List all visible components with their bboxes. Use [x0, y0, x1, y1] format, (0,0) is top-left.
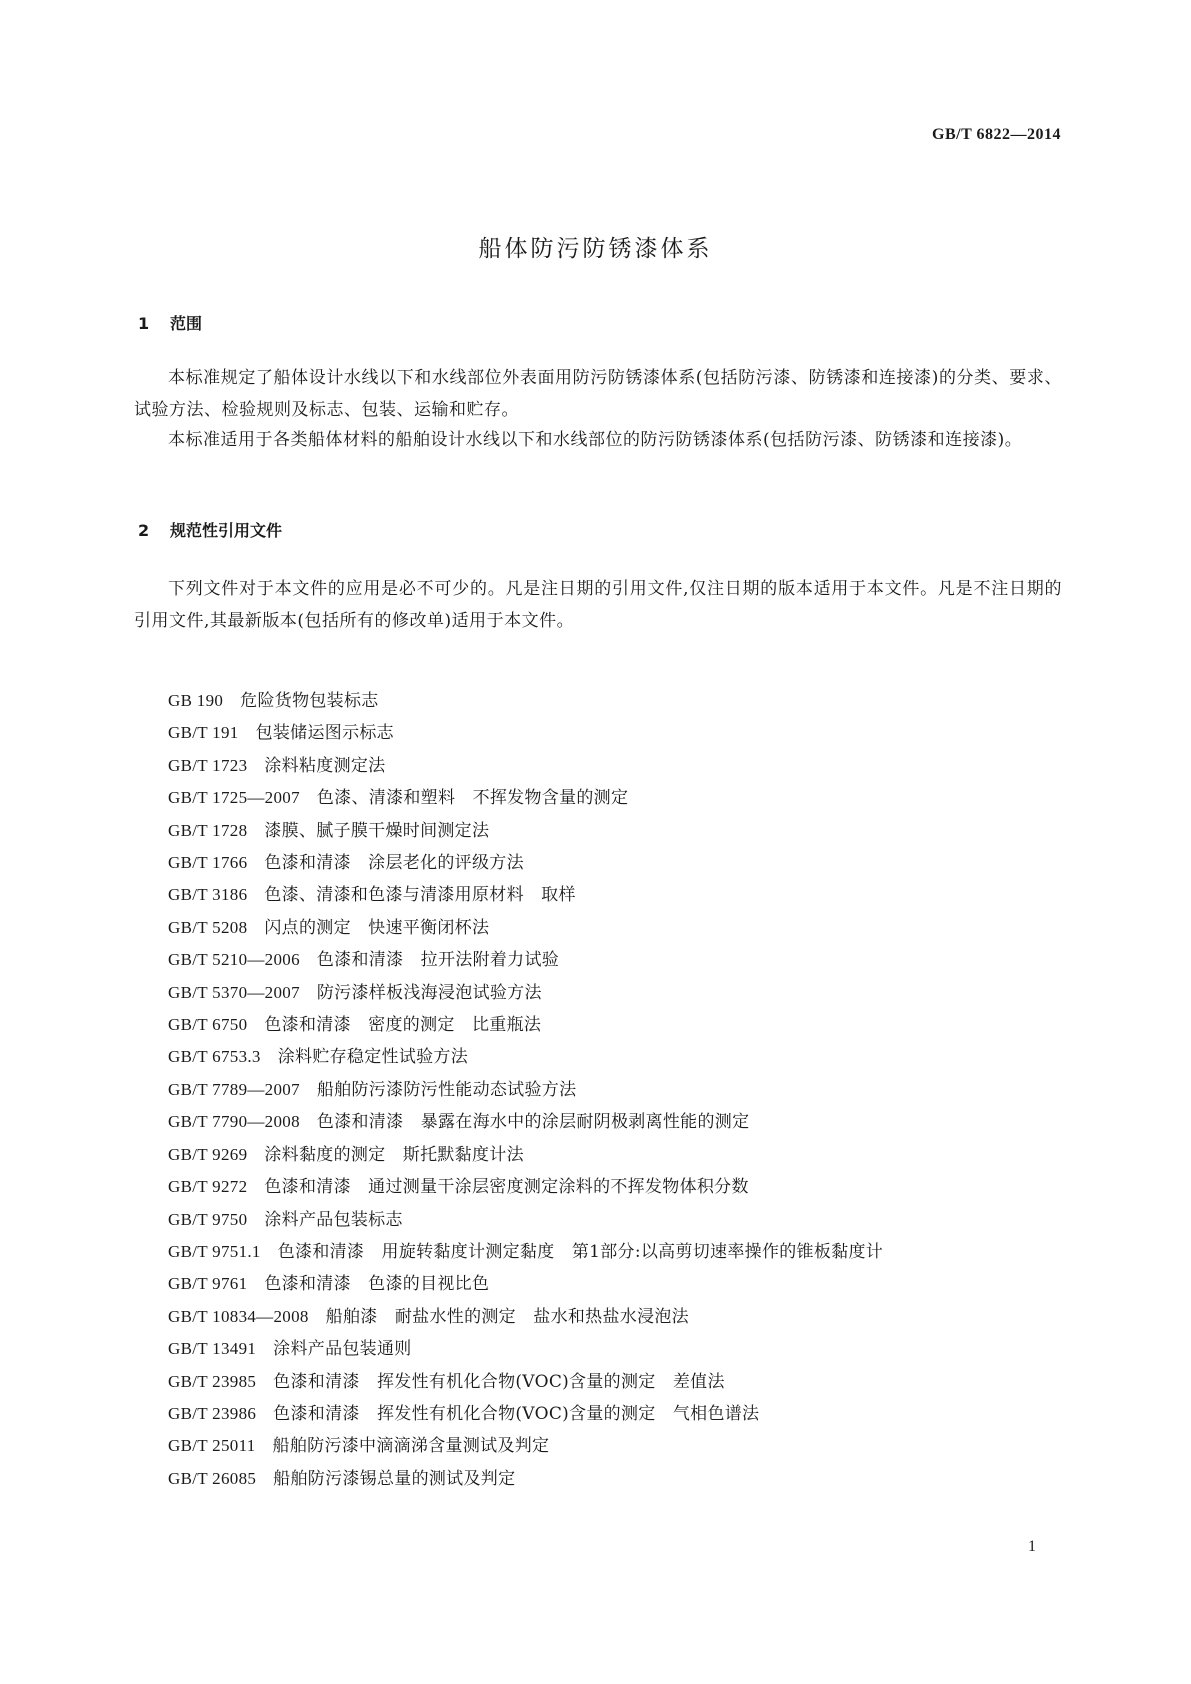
reference-item — [134, 782, 1062, 814]
reference-list — [134, 685, 1062, 1495]
reference-title: 船舶防污漆防污性能动态试验方法 — [316, 1079, 577, 1100]
reference-item — [134, 1430, 1062, 1462]
reference-item — [134, 879, 1062, 911]
reference-title: 漆膜、腻子膜干燥时间测定法 — [264, 820, 490, 841]
section-number: 2 — [138, 521, 150, 540]
reference-item — [134, 1268, 1062, 1300]
reference-code: GB/T 9272 — [168, 1177, 248, 1197]
reference-title: 危险货物包装标志 — [240, 691, 379, 711]
reference-title: 船舶防污漆锡总量的测试及判定 — [273, 1468, 516, 1489]
reference-item — [134, 1041, 1062, 1073]
reference-code: GB/T 191 — [168, 723, 239, 743]
document-title: 船体防污防锈漆体系 — [478, 236, 713, 262]
reference-item — [134, 1204, 1062, 1236]
reference-title: 防污漆样板浅海浸泡试验方法 — [316, 982, 542, 1003]
reference-item — [134, 944, 1062, 976]
reference-title: 涂料黏度的测定 斯托默黏度计法 — [264, 1144, 524, 1165]
reference-title: 涂料贮存稳定性试验方法 — [277, 1047, 469, 1068]
reference-item — [134, 977, 1062, 1009]
reference-item — [134, 912, 1062, 944]
page-number: 1 — [1028, 1538, 1036, 1555]
reference-item — [134, 750, 1062, 782]
reference-code: GB/T 7789—2007 — [168, 1079, 300, 1099]
reference-title: 色漆和清漆 通过测量干涂层密度测定涂料的不挥发物体积分数 — [264, 1177, 749, 1198]
reference-title: 涂料粘度测定法 — [264, 755, 386, 776]
reference-item — [134, 1139, 1062, 1171]
reference-code: GB/T 5370—2007 — [168, 982, 300, 1002]
reference-code: GB/T 26085 — [168, 1468, 257, 1488]
reference-code: GB/T 5210—2006 — [168, 950, 300, 970]
reference-item — [134, 815, 1062, 847]
reference-title: 色漆和清漆 暴露在海水中的涂层耐阴极剥离性能的测定 — [316, 1112, 750, 1133]
reference-item — [134, 1009, 1062, 1041]
reference-item — [134, 1236, 1062, 1268]
reference-item — [134, 1106, 1062, 1138]
reference-code: GB/T 1725—2007 — [168, 788, 300, 808]
reference-code: GB/T 23985 — [168, 1371, 257, 1391]
section-number: 1 — [138, 314, 150, 333]
references-intro-paragraph: 下列文件对于本文件的应用是必不可少的。凡是注日期的引用文件,仅注日期的版本适用于本文件。凡是不注日期的引用文件,其最新版本(包括所有的修改单)适用于本文件。 — [134, 579, 1062, 631]
reference-code: GB/T 6750 — [168, 1015, 248, 1035]
reference-code: GB/T 9761 — [168, 1274, 248, 1294]
reference-item — [134, 1171, 1062, 1203]
section-title: 规范性引用文件 — [170, 521, 283, 540]
section-heading-scope — [138, 311, 202, 334]
reference-title: 色漆和清漆 用旋转黏度计测定黏度 第1部分:以高剪切速率操作的锥板黏度计 — [277, 1241, 884, 1262]
reference-code: GB/T 9750 — [168, 1209, 248, 1229]
reference-code: GB 190 — [168, 691, 224, 710]
reference-code: GB/T 6753.3 — [168, 1047, 261, 1067]
reference-code: GB/T 9751.1 — [168, 1241, 261, 1261]
reference-code: GB/T 1728 — [168, 820, 248, 840]
reference-title: 包装储运图示标志 — [255, 723, 394, 744]
reference-title: 船舶防污漆中滴滴涕含量测试及判定 — [272, 1436, 550, 1457]
reference-item — [134, 847, 1062, 879]
reference-title: 色漆和清漆 密度的测定 比重瓶法 — [264, 1015, 542, 1036]
reference-item — [134, 1301, 1062, 1333]
reference-title: 色漆和清漆 拉开法附着力试验 — [316, 950, 560, 971]
reference-item — [134, 1398, 1062, 1430]
reference-item — [134, 685, 1062, 717]
reference-title: 涂料产品包装标志 — [264, 1209, 403, 1230]
section-heading-normative-references — [138, 518, 282, 541]
reference-code: GB/T 5208 — [168, 917, 248, 937]
reference-item — [134, 1463, 1062, 1495]
reference-code: GB/T 23986 — [168, 1403, 257, 1423]
reference-item — [134, 1074, 1062, 1106]
reference-code: GB/T 7790—2008 — [168, 1112, 300, 1132]
reference-title: 色漆和清漆 涂层老化的评级方法 — [264, 853, 524, 874]
reference-title: 闪点的测定 快速平衡闭杯法 — [264, 917, 490, 938]
reference-code: GB/T 25011 — [168, 1436, 256, 1456]
reference-title: 船舶漆 耐盐水性的测定 盐水和热盐水浸泡法 — [325, 1306, 689, 1327]
reference-code: GB/T 1723 — [168, 755, 248, 775]
reference-title: 色漆和清漆 挥发性有机化合物(VOC)含量的测定 气相色谱法 — [273, 1403, 760, 1424]
reference-code: GB/T 3186 — [168, 885, 248, 905]
reference-title: 涂料产品包装通则 — [273, 1339, 412, 1360]
standard-number: GB/T 6822—2014 — [932, 126, 1061, 143]
scope-paragraph-1: 本标准规定了船体设计水线以下和水线部位外表面用防污防锈漆体系(包括防污漆、防锈漆和连接漆)的分类、要求、试验方法、检验规则及标志、包装、运输和贮存。 — [134, 368, 1062, 420]
reference-item — [134, 1333, 1062, 1365]
reference-code: GB/T 9269 — [168, 1144, 248, 1164]
reference-code: GB/T 10834—2008 — [168, 1306, 309, 1326]
scope-paragraph-2: 本标准适用于各类船体材料的船舶设计水线以下和水线部位的防污防锈漆体系(包括防污漆、防锈漆和连接漆)。 — [168, 430, 1023, 450]
section-title: 范围 — [170, 314, 203, 333]
reference-code: GB/T 13491 — [168, 1339, 257, 1359]
reference-title: 色漆和清漆 挥发性有机化合物(VOC)含量的测定 差值法 — [273, 1371, 725, 1392]
reference-item — [134, 1366, 1062, 1398]
reference-title: 色漆、清漆和色漆与清漆用原材料 取样 — [264, 885, 576, 906]
reference-item — [134, 717, 1062, 749]
reference-title: 色漆和清漆 色漆的目视比色 — [264, 1274, 490, 1295]
reference-title: 色漆、清漆和塑料 不挥发物含量的测定 — [316, 788, 629, 809]
reference-code: GB/T 1766 — [168, 853, 248, 873]
